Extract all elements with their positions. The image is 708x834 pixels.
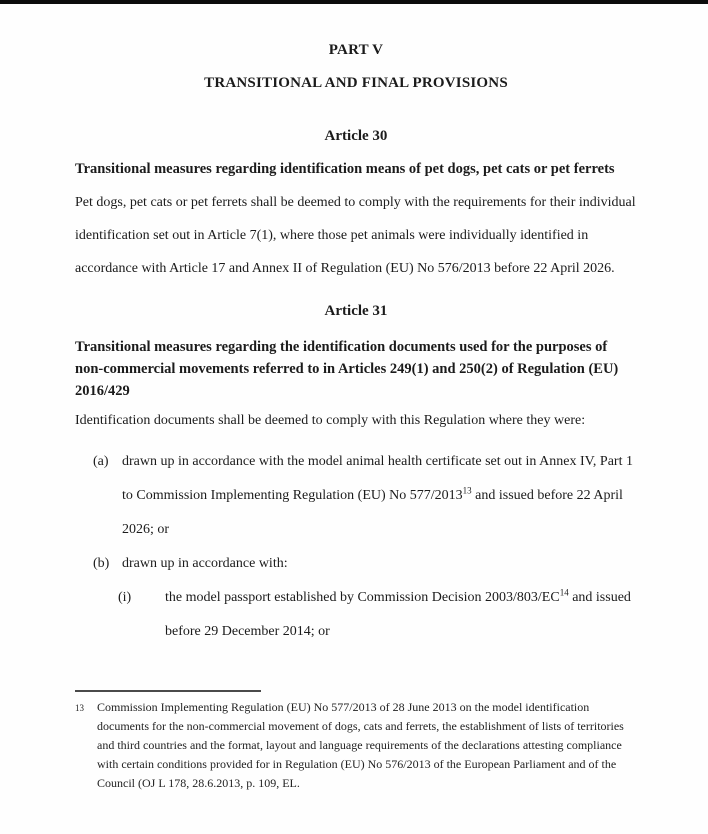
footnote-13 — [75, 698, 637, 793]
sublist-item-i-marker: (i) — [118, 590, 132, 605]
article-31-heading: Article 31 — [324, 303, 388, 319]
list-item-a-marker: (a) — [93, 454, 109, 469]
sublist-item-i-text: the model passport established by Commission Decision 2003/803/EC$^{14}$ and issued before 29 December 2014; or — [165, 587, 631, 639]
article-30-heading: Article 30 — [324, 128, 388, 144]
list-item-b-text: drawn up in accordance with: — [122, 556, 288, 571]
list-item-a — [75, 445, 637, 547]
footnote-13-text: Commission Implementing Regulation (EU) No 577/2013 of 28 June 2013 on the model identification documents for the non-commercial movement of dogs, cats and ferrets, the establishment of lists of territories and third countries and the format, layout and language requirements of the declarations attesting compliance with certain conditions provided for in Regulation (EU) No 576/2013 of the European Parliament and of the Council (OJ L 178, 28.6.2013, p. 109, EL. — [97, 700, 624, 790]
article-31-intro: Identification documents shall be deemed to comply with this Regulation where they were: — [75, 413, 586, 428]
part-subheading: TRANSITIONAL AND FINAL PROVISIONS — [204, 75, 508, 91]
list-item-a-text: drawn up in accordance with the model animal health certificate set out in Annex IV, Part 1 to Commission Implementing Regulation (EU) No 577/2013$^{13}$ and issued before 22 April 2026; or — [122, 454, 633, 537]
part-heading: PART V — [328, 42, 384, 58]
footnote-13-number: 13 — [75, 703, 84, 713]
article-30-paragraph: Pet dogs, pet cats or pet ferrets shall be deemed to comply with the requirements for their individual identification set out in Article 7(1), where those pet animals were individually identified in accordance with Article 17 and Annex II of Regulation (EU) No 576/2013 before 22 April 2026. — [75, 195, 636, 276]
footnote-block — [75, 690, 637, 793]
list-item-b — [75, 547, 637, 581]
list-item-b-marker: (b) — [93, 556, 110, 571]
footnote-separator — [75, 690, 261, 692]
article-31-title: Transitional measures regarding the identification documents used for the purposes of non-commercial movements referred to in Articles 249(1) and 250(2) of Regulation (EU) 2016/429 — [75, 339, 619, 399]
sublist-item-i — [75, 581, 637, 649]
article-30-title: Transitional measures regarding identification means of pet dogs, pet cats or pet ferrets — [75, 161, 615, 177]
document-content — [0, 4, 708, 649]
article-31-list — [75, 445, 637, 649]
